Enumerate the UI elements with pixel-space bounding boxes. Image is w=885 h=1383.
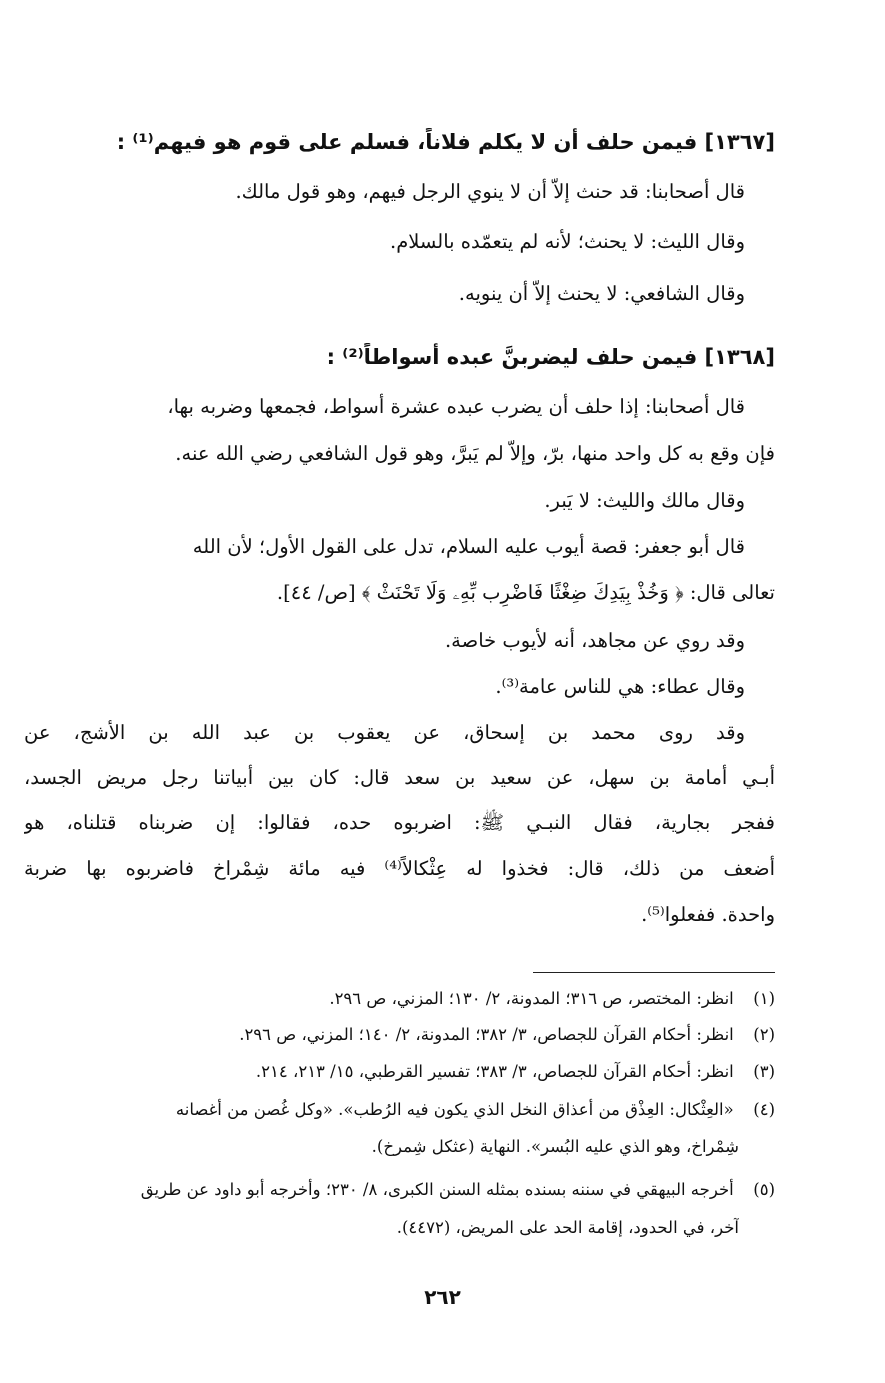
quran-verse-line: تعالى قال: ﴿ وَخُذْ بِيَدِكَ ضِغْثًا فَاضْرِب بِّهِۦ وَلَا تَحْنَثْ ﴾ [ص/ ٤٤]. (276, 581, 775, 604)
footnote-5-continued: آخر، في الحدود، إقامة الحد على المريض، (٤٤٧٢). (396, 1218, 739, 1237)
footnote-text: أخرجه البيهقي في سننه بسنده بمثله السنن الكبرى، ٨/ ٢٣٠؛ وأخرجه أبو داود عن طريق (140, 1180, 734, 1199)
footnote-4 (24, 1097, 775, 1123)
footnote-text: «العِثْكال: العِذْق من أعذاق النخل الذي يكون فيه الرُطب». «وكل غُصن من أغصانه (175, 1100, 734, 1119)
footnote-number: (٤) (753, 1100, 775, 1119)
section-heading-1368: [١٣٦٨] فيمن حلف ليضربنَّ عبده أسواطاً⁽²⁾ : (326, 345, 775, 369)
paragraph-line: أبـي أمامة بن سهل، عن سعيد بن سعد قال: كان بين أبياتنا رجل مريض الجسد، (24, 766, 775, 789)
paragraph-line: قال أبو جعفر: قصة أيوب عليه السلام، تدل على القول الأول؛ لأن الله (192, 535, 745, 558)
paragraph-line: فإن وقع به كل واحد منها، برّ، وإلاَّ لم يَبرَّ، وهو قول الشافعي رضي الله عنه. (175, 442, 775, 465)
paragraph-line: واحدة. ففعلوا⁽⁵⁾. (641, 903, 775, 926)
footnote-number: (٣) (753, 1062, 775, 1081)
footnote-1 (24, 986, 775, 1012)
footnote-number: (٢) (753, 1025, 775, 1044)
paragraph-line: وقال الشافعي: لا يحنث إلاَّ أن ينويه. (458, 282, 745, 305)
footnote-number: (٥) (753, 1180, 775, 1199)
footnote-text: انظر: أحكام القرآن للجصاص، ٣/ ٣٨٣؛ تفسير القرطبي، ١٥/ ٢١٣، ٢١٤. (255, 1062, 734, 1081)
footnote-text: انظر: المختصر، ص ٣١٦؛ المدونة، ٢/ ١٣٠؛ المزني، ص ٢٩٦. (329, 989, 734, 1008)
paragraph-line: قال أصحابنا: إذا حلف أن يضرب عبده عشرة أسواط، فجمعها وضربه بها، (167, 395, 745, 418)
footnote-3 (24, 1059, 775, 1085)
paragraph-line: وقال الليث: لا يحنث؛ لأنه لم يتعمّده بالسلام. (390, 230, 745, 253)
section-heading-1367: [١٣٦٧] فيمن حلف أن لا يكلم فلاناً، فسلم على قوم هو فيهم⁽¹⁾ : (116, 130, 775, 154)
paragraph-line: وقال مالك والليث: لا يَبر. (544, 489, 745, 512)
footnote-4-continued: شِمْراخ، وهو الذي عليه البُسر». النهاية (عثكل شِمرخ). (371, 1137, 739, 1156)
footnote-text: انظر: أحكام القرآن للجصاص، ٣/ ٣٨٢؛ المدونة، ٢/ ١٤٠؛ المزني، ص ٢٩٦. (239, 1025, 734, 1044)
paragraph-line: وقد روي عن مجاهد، أنه لأيوب خاصة. (444, 629, 745, 652)
paragraph-line: ففجر بجارية، فقال النبـي ﷺ: اضربوه حده، فقالوا: إن ضربناه قتلناه، هو (24, 811, 775, 834)
paragraph-line: وقد روى محمد بن إسحاق، عن يعقوب بن عبد الله بن الأشج، عن (24, 721, 745, 744)
paragraph-line: قال أصحابنا: قد حنث إلاَّ أن لا ينوي الرجل فيهم، وهو قول مالك. (235, 180, 745, 203)
footnote-2 (24, 1022, 775, 1048)
paragraph-line: أضعف من ذلك، قال: فخذوا له عِثْكالاً⁽⁴⁾ فيه مائة شِمْراخ فاضربوه بها ضربة (24, 857, 775, 880)
footnote-number: (١) (753, 989, 775, 1008)
footnote-separator (533, 972, 775, 973)
paragraph-line: وقال عطاء: هي للناس عامة⁽³⁾. (495, 675, 745, 698)
page-number: ٢٦٢ (424, 1285, 461, 1309)
footnote-5 (24, 1177, 775, 1203)
